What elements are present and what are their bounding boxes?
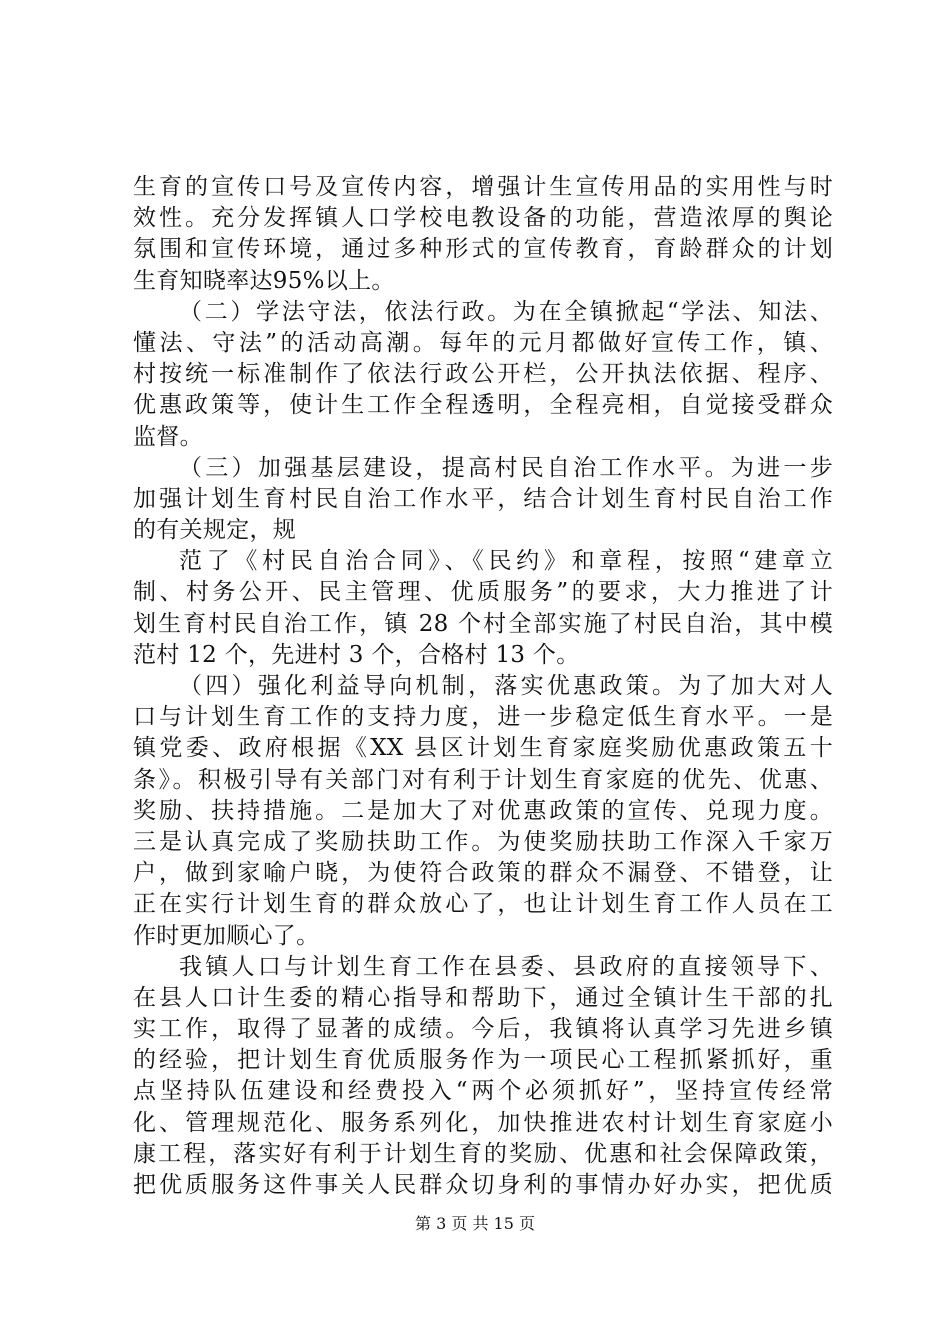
text-line: 条》。积极引导有关部门对有利于计划生育家庭的优先、优惠、	[133, 766, 833, 793]
text-line: 生育的宣传口号及宣传内容，增强计生宣传用品的实用性与时	[133, 174, 833, 200]
text-line: 化、管理规范化、服务系列化，加快推进农村计划生育家庭小	[133, 1109, 833, 1136]
text-line: 划生育村民自治工作，镇 28 个村全部实施了村民自治，其中模	[133, 610, 833, 637]
text-line: 氛围和宣传环境，通过多种形式的宣传教育，育龄群众的计划	[133, 236, 833, 263]
text-line: 奖励、扶持措施。二是加大了对优惠政策的宣传、兑现力度。	[133, 797, 833, 824]
text-line: 效性。充分发挥镇人口学校电教设备的功能，营造浓厚的舆论	[133, 205, 833, 232]
text-line: 的经验，把计划生育优质服务作为一项民心工程抓紧抓好，重	[133, 1047, 833, 1074]
text-line: 制、村务公开、民主管理、优质服务”的要求，大力推进了计	[133, 579, 833, 606]
text-line: 懂法、守法”的活动高潮。每年的元月都做好宣传工作，镇、	[133, 329, 833, 356]
text-line: 点坚持队伍建设和经费投入“两个必须抓好”，坚持宣传经常	[133, 1078, 833, 1105]
text-line: 优惠政策等，使计生工作全程透明，全程亮相，自觉接受群众	[133, 392, 833, 419]
text-line: 在县人口计生委的精心指导和帮助下，通过全镇计生干部的扎	[133, 984, 833, 1011]
text-line: 的有关规定，规	[133, 517, 297, 544]
text-line: （四）强化利益导向机制，落实优惠政策。为了加大对人	[179, 673, 833, 699]
page-footer: 第 3 页 共 15 页	[415, 1214, 535, 1233]
text-line: 范村 12 个，先进村 3 个，合格村 13 个。	[133, 641, 580, 668]
text-line: 口与计划生育工作的支持力度，进一步稳定低生育水平。一是	[133, 704, 833, 731]
text-line: 范了《村民自治合同》、《民约》和章程，按照“建章立	[179, 548, 833, 575]
text-line: 作时更加顺心了。	[133, 922, 320, 949]
text-line: 户，做到家喻户晓，为使符合政策的群众不漏登、不错登，让	[133, 860, 833, 887]
text-line: 加强计划生育村民自治工作水平，结合计划生育村民自治工作	[133, 485, 833, 512]
text-line: （二）学法守法，依法行政。为在全镇掀起“学法、知法、	[179, 298, 833, 325]
text-line: 实工作，取得了显著的成绩。今后，我镇将认真学习先进乡镇	[133, 1016, 833, 1043]
text-line: 我镇人口与计划生育工作在县委、县政府的直接领导下、	[179, 953, 833, 980]
text-line: 监督。	[133, 423, 203, 450]
text-line: （三）加强基层建设，提高村民自治工作水平。为进一步	[179, 454, 833, 481]
document-body	[133, 172, 833, 1201]
text-line: 村按统一标准制作了依法行政公开栏，公开执法依据、程序、	[133, 361, 833, 388]
text-line: 三是认真完成了奖励扶助工作。为使奖励扶助工作深入千家万	[133, 828, 833, 855]
text-line: 镇党委、政府根据《XX 县区计划生育家庭奖励优惠政策五十	[133, 735, 833, 762]
text-line: 把优质服务这件事关人民群众切身利的事情办好办实，把优质	[133, 1172, 833, 1198]
text-line: 生育知晓率达95%以上。	[133, 267, 395, 294]
text-line: 康工程，落实好有利于计划生育的奖励、优惠和社会保障政策，	[133, 1140, 833, 1167]
text-line: 正在实行计划生育的群众放心了，也让计划生育工作人员在工	[133, 891, 833, 918]
